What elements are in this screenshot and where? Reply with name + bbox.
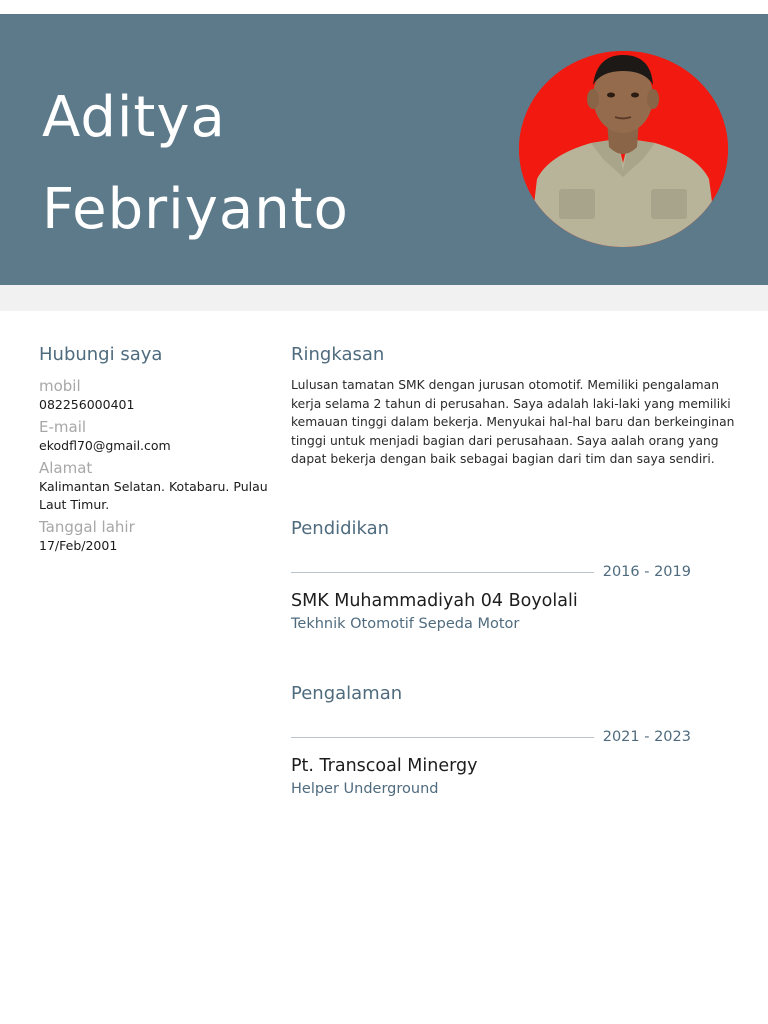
education-years: 2016 - 2019 (602, 564, 691, 580)
contact-section (39, 342, 269, 559)
experience-section (291, 681, 696, 799)
school-name: SMK Muhammadiyah 04 Boyolali (291, 591, 578, 611)
education-title: Pendidikan (291, 518, 390, 539)
email-label: E-mail (39, 418, 87, 436)
experience-years: 2021 - 2023 (602, 729, 691, 745)
address-label: Alamat (39, 459, 93, 477)
last-name: Febriyanto (42, 177, 349, 242)
company-name: Pt. Transcoal Minergy (291, 756, 478, 776)
birth-label: Tanggal lahir (39, 518, 135, 536)
mobile-label: mobil (39, 377, 81, 395)
school-major: Tekhnik Otomotif Sepeda Motor (291, 616, 520, 632)
summary-section (291, 342, 741, 469)
experience-date-row (291, 727, 696, 749)
full-name (42, 72, 349, 256)
divider-band (0, 285, 768, 311)
education-section (291, 516, 696, 634)
address-value: Kalimantan Selatan. Kotabaru. Pulau Laut Timur. (39, 479, 268, 512)
experience-rule (291, 737, 594, 738)
person-photo-illustration (519, 51, 728, 247)
summary-title: Ringkasan (291, 344, 385, 365)
profile-photo (519, 51, 728, 247)
summary-text: Lulusan tamatan SMK dengan jurusan otomotif. Memiliki pengalaman kerja selama 2 tahun di perusahan. Saya adalah laki-laki yang memiliki kemauan tinggi dalam bekerja. Menyukai hal-hal baru dan berkeinginan tinggi untuk menjadi bagian dari perusahaan. Saya aalah orang yang dapat bekerja dengan baik sebagai bagian dari tim dan saya sendiri. (291, 378, 735, 466)
top-strip (0, 0, 768, 14)
job-role: Helper Underground (291, 781, 439, 797)
email-value: ekodfl70@gmail.com (39, 438, 171, 453)
education-rule (291, 572, 594, 573)
experience-title: Pengalaman (291, 683, 403, 704)
mobile-value: 082256000401 (39, 397, 135, 412)
birth-value: 17/Feb/2001 (39, 538, 118, 553)
education-date-row (291, 562, 696, 584)
first-name: Aditya (42, 85, 226, 150)
contact-title: Hubungi saya (39, 344, 163, 365)
